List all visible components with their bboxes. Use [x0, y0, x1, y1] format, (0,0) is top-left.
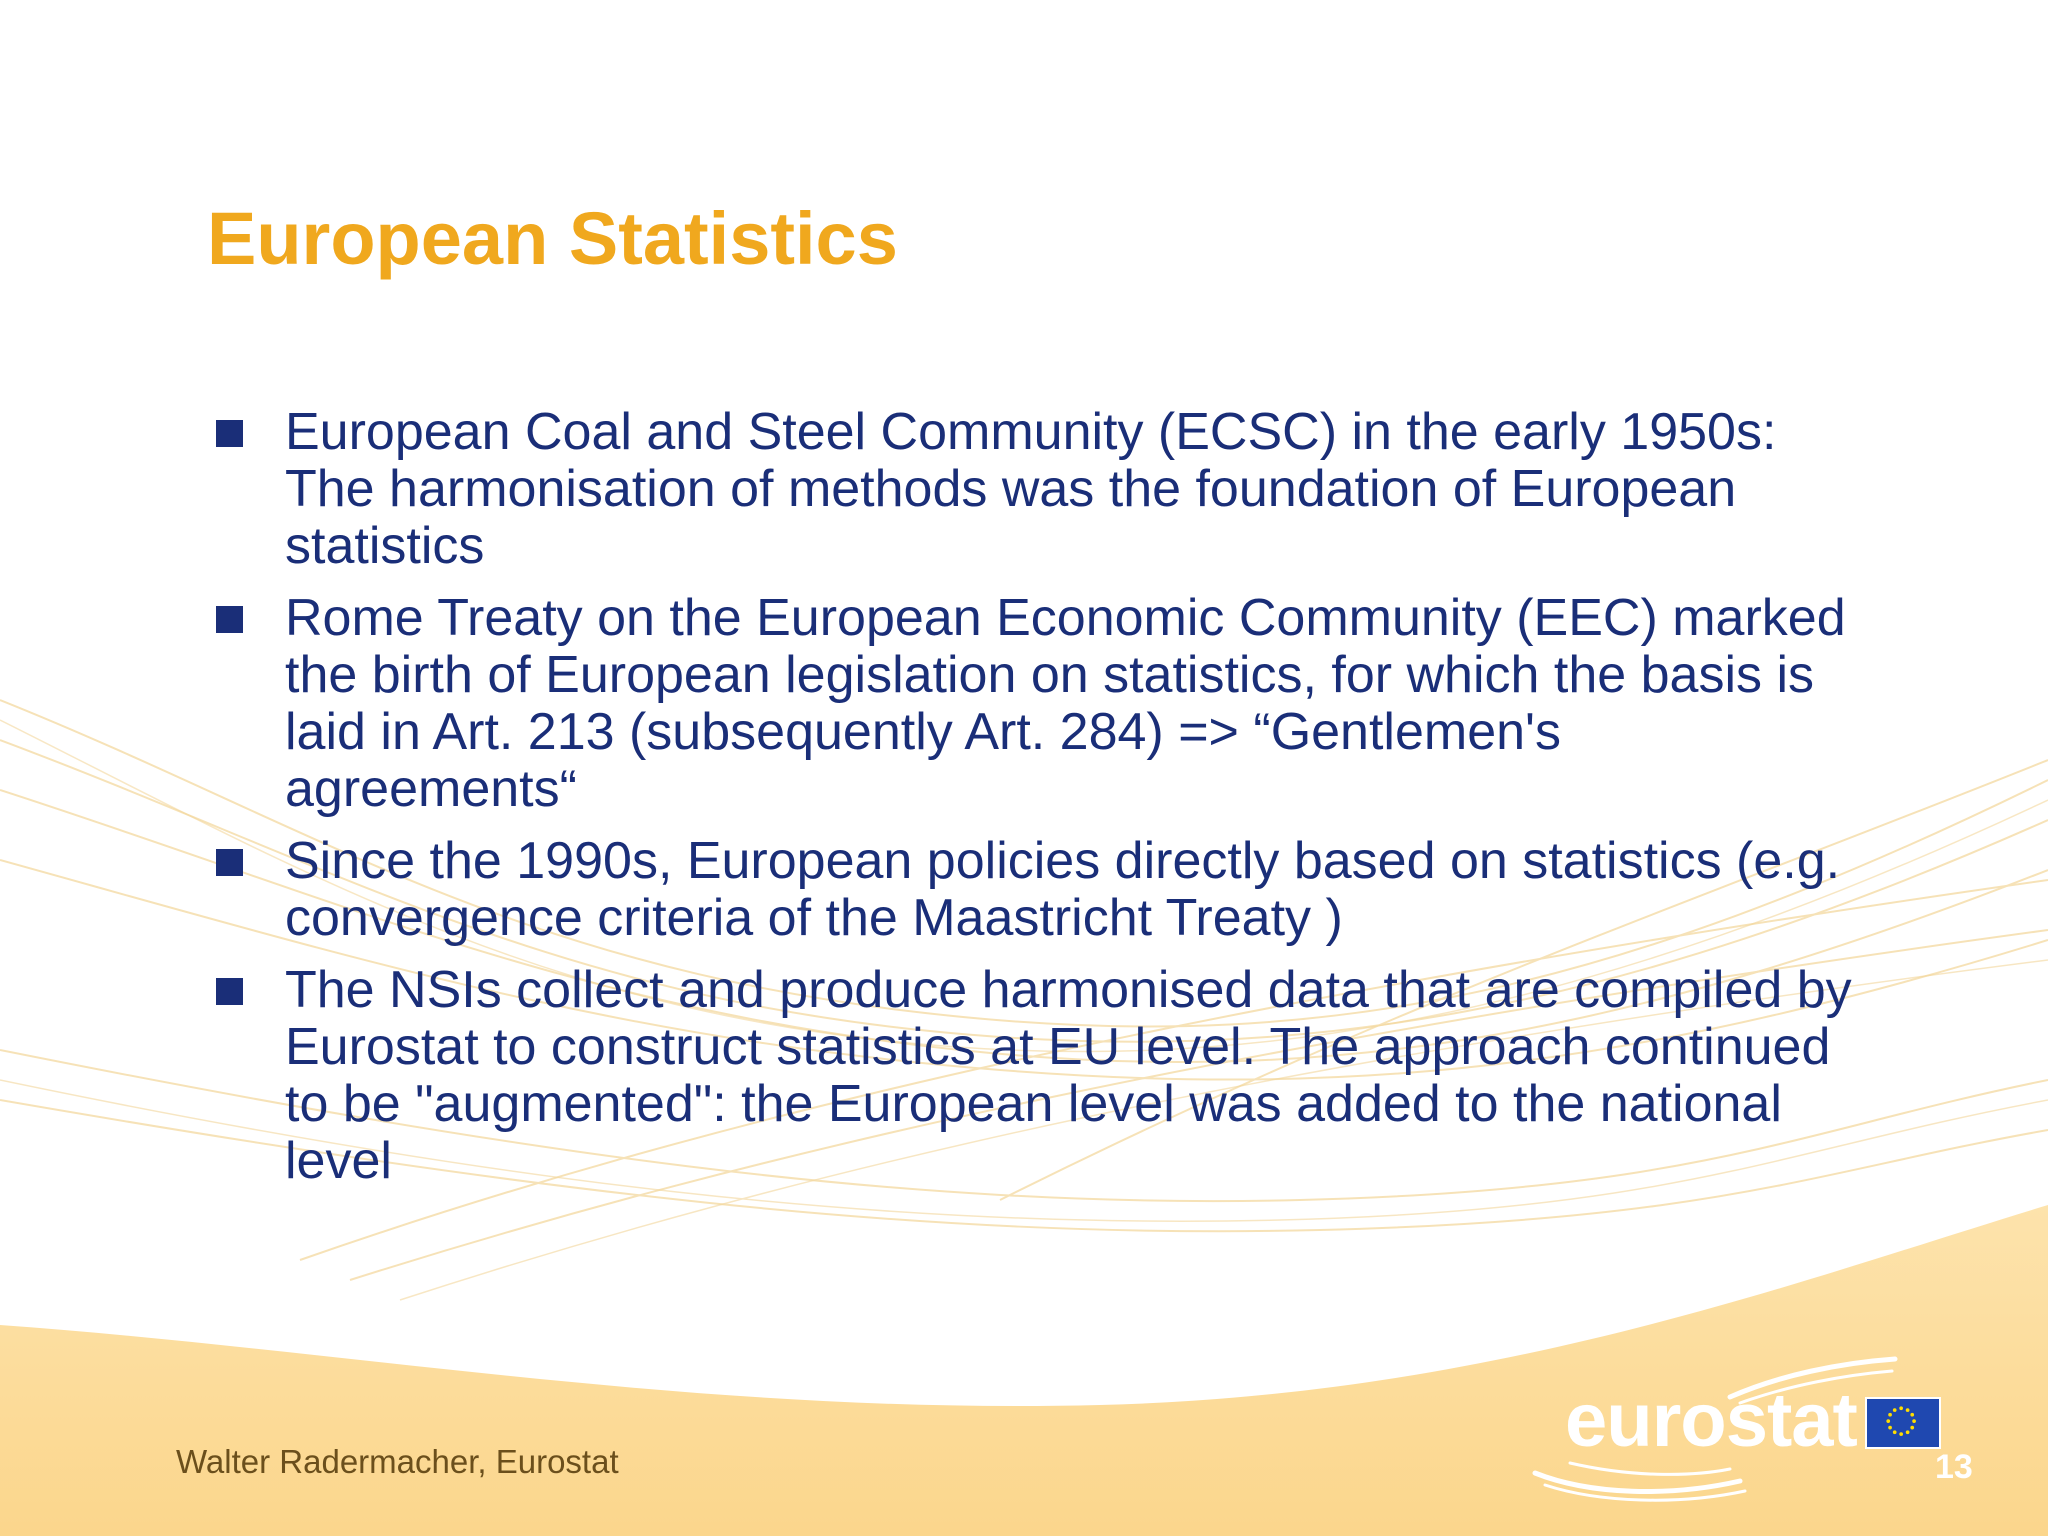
- bullet-text: European Coal and Steel Community (ECSC) in the early 1950s: The harmonisation of methods was the foundation of European statistics: [285, 403, 1777, 575]
- footer-author: Walter Radermacher, Eurostat: [176, 1443, 619, 1480]
- eu-flag-icon: [1865, 1397, 1941, 1449]
- eurostat-logo: [1530, 1345, 1970, 1510]
- page-number: 13: [1935, 1448, 1973, 1486]
- bullet-text: Rome Treaty on the European Economic Community (EEC) marked the birth of European legislation on statistics, for which the basis is laid in Art. 213 (subsequently Art. 284) => “Gentlemen's agreements“: [285, 589, 1846, 818]
- logo-wordmark: eurostat: [1565, 1378, 1857, 1463]
- bullet-text: Since the 1990s, European policies directly based on statistics (e.g. convergence criteria of the Maastricht Treaty ): [285, 832, 1841, 947]
- bullet-item: [212, 962, 1852, 1190]
- bullet-item: [212, 833, 1852, 947]
- square-bullet-icon: [216, 849, 243, 876]
- slide-title: European Statistics: [207, 197, 898, 280]
- square-bullet-icon: [216, 978, 243, 1005]
- eu-stars-icon: [1867, 1399, 1939, 1447]
- square-bullet-icon: [216, 420, 243, 447]
- square-bullet-icon: [216, 606, 243, 633]
- bullet-item: [212, 590, 1852, 818]
- bullet-list: [212, 404, 1852, 1205]
- bullet-text: The NSIs collect and produce harmonised data that are compiled by Eurostat to construct statistics at EU level. The approach continued to be "augmented": the European level was added to the national level: [285, 961, 1852, 1190]
- bullet-item: [212, 404, 1852, 575]
